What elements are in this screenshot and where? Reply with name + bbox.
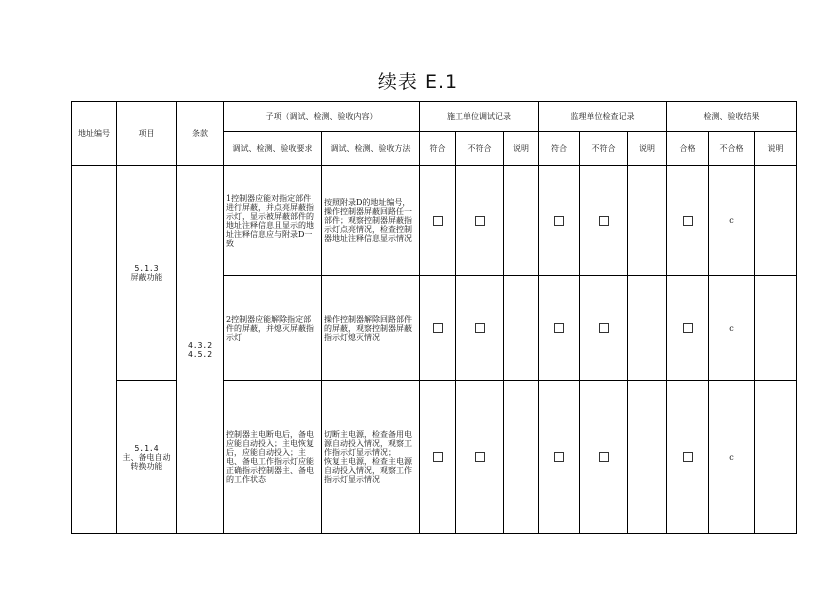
checkbox[interactable]	[599, 216, 609, 226]
checkbox[interactable]	[475, 452, 485, 462]
checkbox[interactable]	[599, 323, 609, 333]
note-cell	[504, 166, 539, 276]
checkbox[interactable]	[433, 323, 443, 333]
address-cell	[72, 166, 117, 534]
header-note: 说明	[755, 132, 797, 166]
fail-cell: c	[709, 166, 755, 276]
checkbox[interactable]	[683, 216, 693, 226]
item-cell: 5.1.4 主、备电自动转换功能	[117, 381, 177, 534]
checkbox[interactable]	[683, 452, 693, 462]
note-cell	[755, 166, 797, 276]
checkbox[interactable]	[554, 323, 564, 333]
note-cell	[504, 381, 539, 534]
clause-cell: 4.3.2 4.5.2	[177, 166, 224, 534]
header-construction: 施工单位调试记录	[420, 102, 539, 132]
header-nonconform: 不符合	[580, 132, 628, 166]
requirement-cell: 控制器主电断电后，备电应能自动投入；主电恢复后，应能自动投入；主电、备电工作指示灯应能正确指示控制器主、备电的工作状态	[224, 381, 322, 534]
header-nonconform: 不符合	[456, 132, 504, 166]
requirement-cell: 2控制器应能解除指定部件的屏蔽，并熄灭屏蔽指示灯	[224, 276, 322, 381]
requirement-cell: 1控制器应能对指定部件进行屏蔽，并点亮屏蔽指示灯，显示被屏蔽部件的地址注释信息且显示的地址注释信息应与附录D一致	[224, 166, 322, 276]
note-cell	[755, 381, 797, 534]
checkbox[interactable]	[433, 452, 443, 462]
header-note: 说明	[504, 132, 539, 166]
header-note: 说明	[628, 132, 667, 166]
header-method: 调试、检测、验收方法	[322, 132, 420, 166]
header-subitem: 子项（调试、检测、验收内容）	[224, 102, 420, 132]
note-cell	[504, 276, 539, 381]
note-cell	[755, 276, 797, 381]
checkbox[interactable]	[475, 323, 485, 333]
item-cell: 5.1.3 屏蔽功能	[117, 166, 177, 381]
header-conform: 符合	[539, 132, 580, 166]
note-cell	[628, 166, 667, 276]
header-address: 地址编号	[72, 102, 117, 166]
page-title: 续表 E.1	[377, 71, 459, 93]
checkbox[interactable]	[599, 452, 609, 462]
checkbox[interactable]	[554, 216, 564, 226]
note-cell	[628, 276, 667, 381]
note-cell	[628, 381, 667, 534]
fail-cell: c	[709, 381, 755, 534]
checkbox[interactable]	[554, 452, 564, 462]
method-cell: 操作控制器解除回路部件的屏蔽，观察控制器屏蔽指示灯熄灭情况	[322, 276, 420, 381]
header-result: 检测、验收结果	[667, 102, 797, 132]
header-supervision: 监理单位检查记录	[539, 102, 667, 132]
checkbox[interactable]	[433, 216, 443, 226]
checkbox[interactable]	[475, 216, 485, 226]
inspection-table	[71, 101, 797, 534]
header-clause: 条款	[177, 102, 224, 166]
fail-cell: c	[709, 276, 755, 381]
header-item: 项目	[117, 102, 177, 166]
method-cell: 按照附录D的地址编号，操作控制器屏蔽回路任一部件；观察控制器屏蔽指示灯点亮情况，检查控制器地址注释信息显示情况	[322, 166, 420, 276]
header-pass: 合格	[667, 132, 709, 166]
header-requirement: 调试、检测、验收要求	[224, 132, 322, 166]
checkbox[interactable]	[683, 323, 693, 333]
method-cell: 切断主电源，检查备用电源自动投入情况，观察工作指示灯显示情况； 恢复主电源，检查主电源自动投入情况，观察工作指示灯显示情况	[322, 381, 420, 534]
header-fail: 不合格	[709, 132, 755, 166]
table-row	[72, 166, 797, 276]
header-conform: 符合	[420, 132, 456, 166]
